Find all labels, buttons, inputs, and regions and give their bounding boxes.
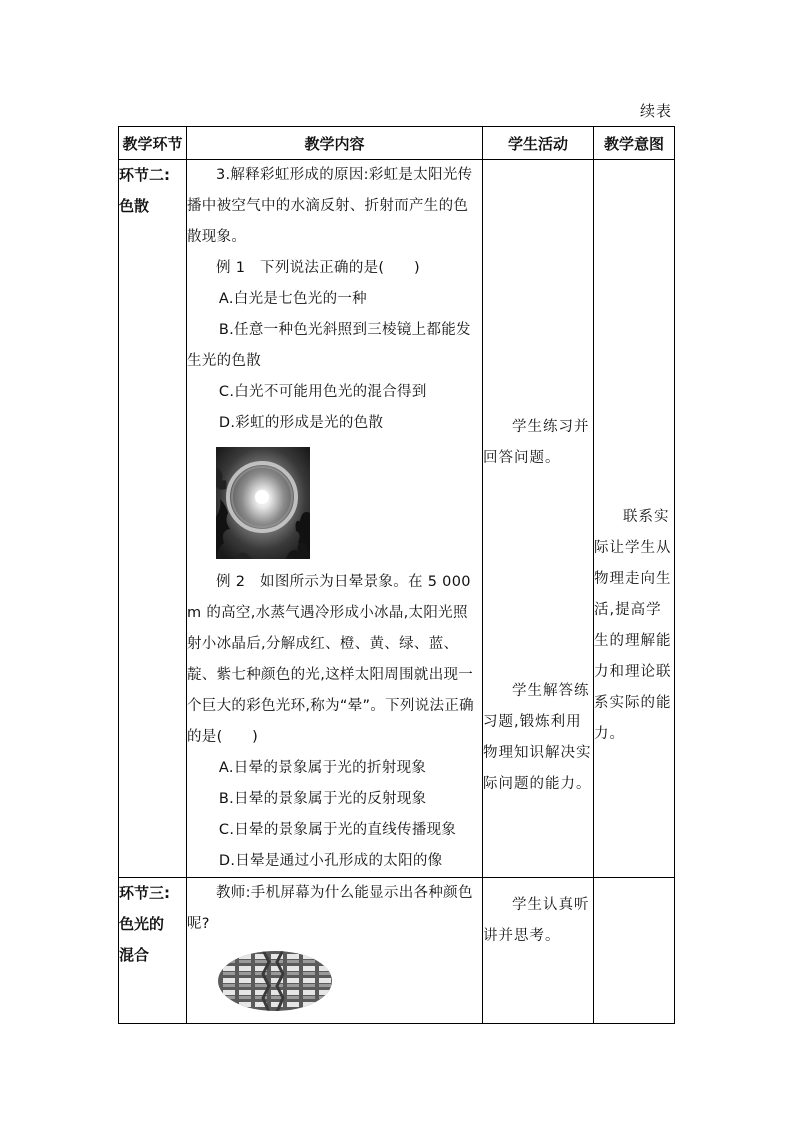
example1-option-a: A.白光是七色光的一种 — [218, 291, 367, 307]
example2-option-c: C.日晕的景象属于光的直线传播现象 — [218, 822, 457, 838]
stage-label-line1: 环节二: — [119, 166, 170, 184]
intent-cell-section3 — [594, 878, 675, 1024]
activity-listen: 学生认真听讲并思考。 — [483, 897, 590, 944]
stage-label-line1: 环节三: — [119, 884, 170, 902]
activity-cell-section3 — [483, 878, 594, 1024]
table-row-section2 — [119, 160, 675, 878]
header-content: 教学内容 — [187, 127, 483, 160]
table-header-row — [119, 127, 675, 160]
screen-pixel-image — [217, 950, 333, 1012]
example1-option-c: C.白光不可能用色光的混合得到 — [218, 384, 427, 400]
example2-option-a: A.日晕的景象属于光的折射现象 — [218, 760, 427, 776]
example2-option-d: D.日晕是通过小孔形成的太阳的像 — [218, 853, 443, 869]
example1-question: 例 1 下列说法正确的是( ) — [216, 260, 420, 276]
intent-text: 联系实际让学生从物理走向生活,提高学生的理解能力和理论联系实际的能力。 — [594, 509, 672, 742]
activity-solve: 学生解答练习题,锻炼利用物理知识解决实际问题的能力。 — [483, 683, 592, 792]
intent-cell-section2 — [594, 160, 675, 878]
content-cell-section3 — [187, 878, 483, 1024]
example1-option-d: D.彩虹的形成是光的色散 — [218, 415, 384, 431]
header-activity: 学生活动 — [483, 127, 594, 160]
continued-label: 续表 — [640, 102, 673, 120]
example2-option-b: B.日晕的景象属于光的反射现象 — [218, 791, 427, 807]
stage-label-line2: 色光的 — [119, 915, 165, 933]
sun-halo-image — [216, 447, 310, 559]
activity-cell-section2 — [483, 160, 594, 878]
rainbow-explanation: 3.解释彩虹形成的原因:彩虹是太阳光传播中被空气中的水滴反射、折射而产生的色散现象。 — [187, 167, 473, 245]
stage-label-line3: 混合 — [119, 946, 150, 964]
teacher-question: 教师:手机屏幕为什么能显示出各种颜色呢? — [187, 885, 473, 932]
header-stage: 教学环节 — [119, 127, 187, 160]
activity-practice: 学生练习并回答问题。 — [483, 419, 590, 466]
example2-question: 例 2 如图所示为日晕景象。在 5 000 m 的高空,水蒸气遇冷形成小冰晶,太阳光照射小冰晶后,分解成红、橙、黄、绿、蓝、靛、紫七种颜色的光,这样太阳周围就出现一个巨大的彩色光环,称为“晕”。下列说法正确的是( ) — [187, 574, 474, 745]
stage-cell-section2 — [119, 160, 187, 878]
stage-cell-section3 — [119, 878, 187, 1024]
content-cell-section2 — [187, 160, 483, 878]
lesson-table — [118, 126, 675, 1024]
table-row-section3 — [119, 878, 675, 1024]
example1-option-b: B.任意一种色光斜照到三棱镜上都能发生光的色散 — [187, 322, 471, 369]
stage-label-line2: 色散 — [119, 197, 150, 215]
header-intent: 教学意图 — [594, 127, 675, 160]
